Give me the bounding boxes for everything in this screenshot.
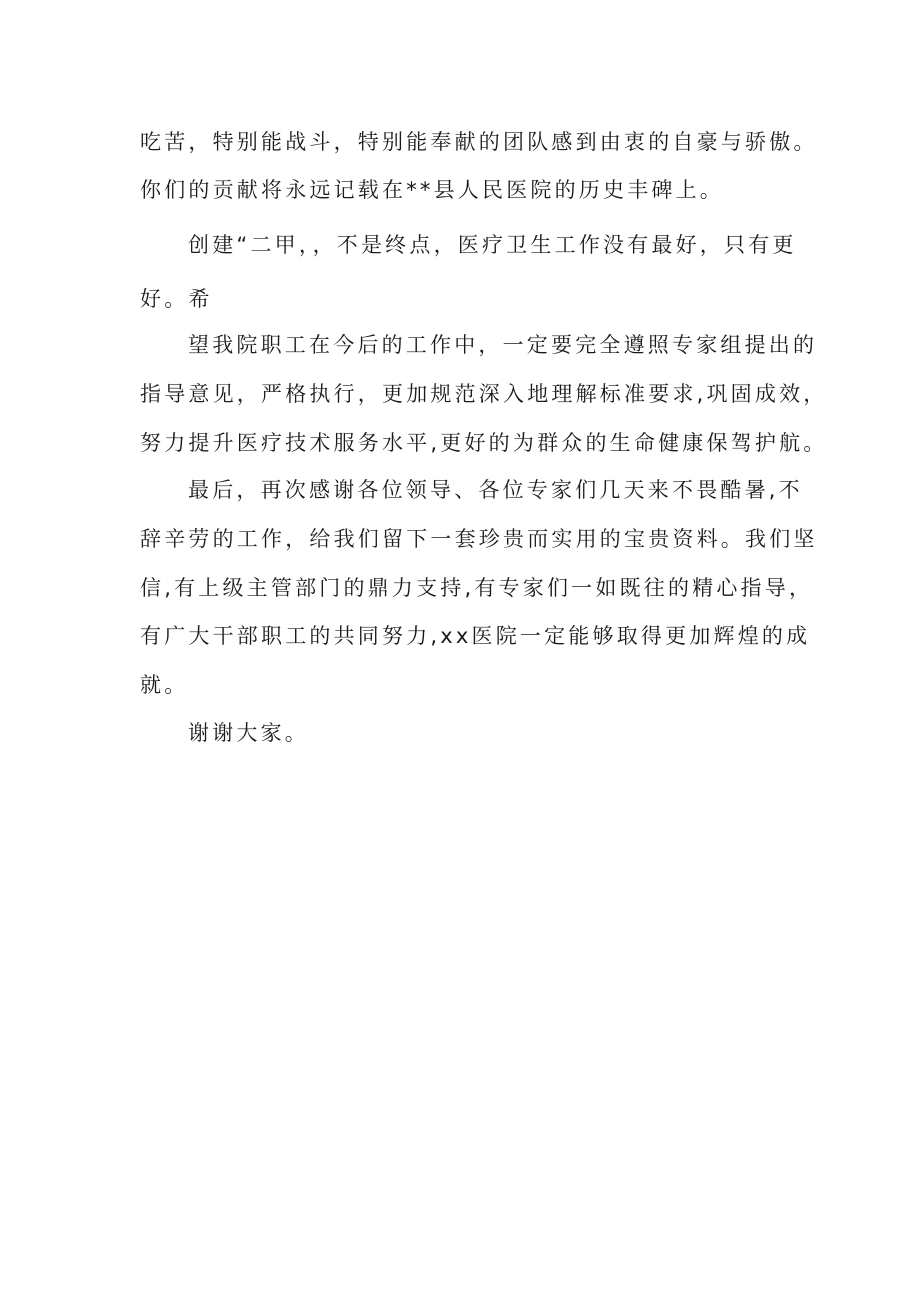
- text-line: 辞辛劳的工作，给我们留下一套珍贵而实用的宝贵资料。我们坚: [140, 527, 818, 551]
- text-line: 信,有上级主管部门的鼎力支持,有专家们一如既往的精心指导，: [140, 576, 814, 600]
- paragraph-start-line: 创建“二甲，，不是终点，医疗卫生工作没有最好，只有更: [188, 233, 797, 257]
- text-line: 你们的贡献将永远记载在**县人民医院的历史丰碑上。: [140, 178, 724, 202]
- text-line: 就。: [140, 673, 189, 697]
- text-line: 指导意见，严格执行，更加规范深入地理解标准要求,巩固成效，: [140, 382, 828, 406]
- paragraph-start-line: 最后，再次感谢各位领导、各位专家们几天来不畏酷暑,不: [188, 478, 803, 502]
- text-line: 努力提升医疗技术服务水平,更好的为群众的生命健康保驾护航。: [140, 431, 828, 455]
- closing-line: 谢谢大家。: [188, 721, 309, 745]
- text-line: 好。希: [140, 287, 213, 311]
- text-line: 吃苦，特别能战斗，特别能奉献的团队感到由衷的自豪与骄傲。: [140, 130, 818, 154]
- paragraph-start-line: 望我院职工在今后的工作中，一定要完全遵照专家组提出的: [188, 333, 818, 357]
- text-line: 有广大干部职工的共同努力,xx医院一定能够取得更加辉煌的成: [140, 624, 811, 648]
